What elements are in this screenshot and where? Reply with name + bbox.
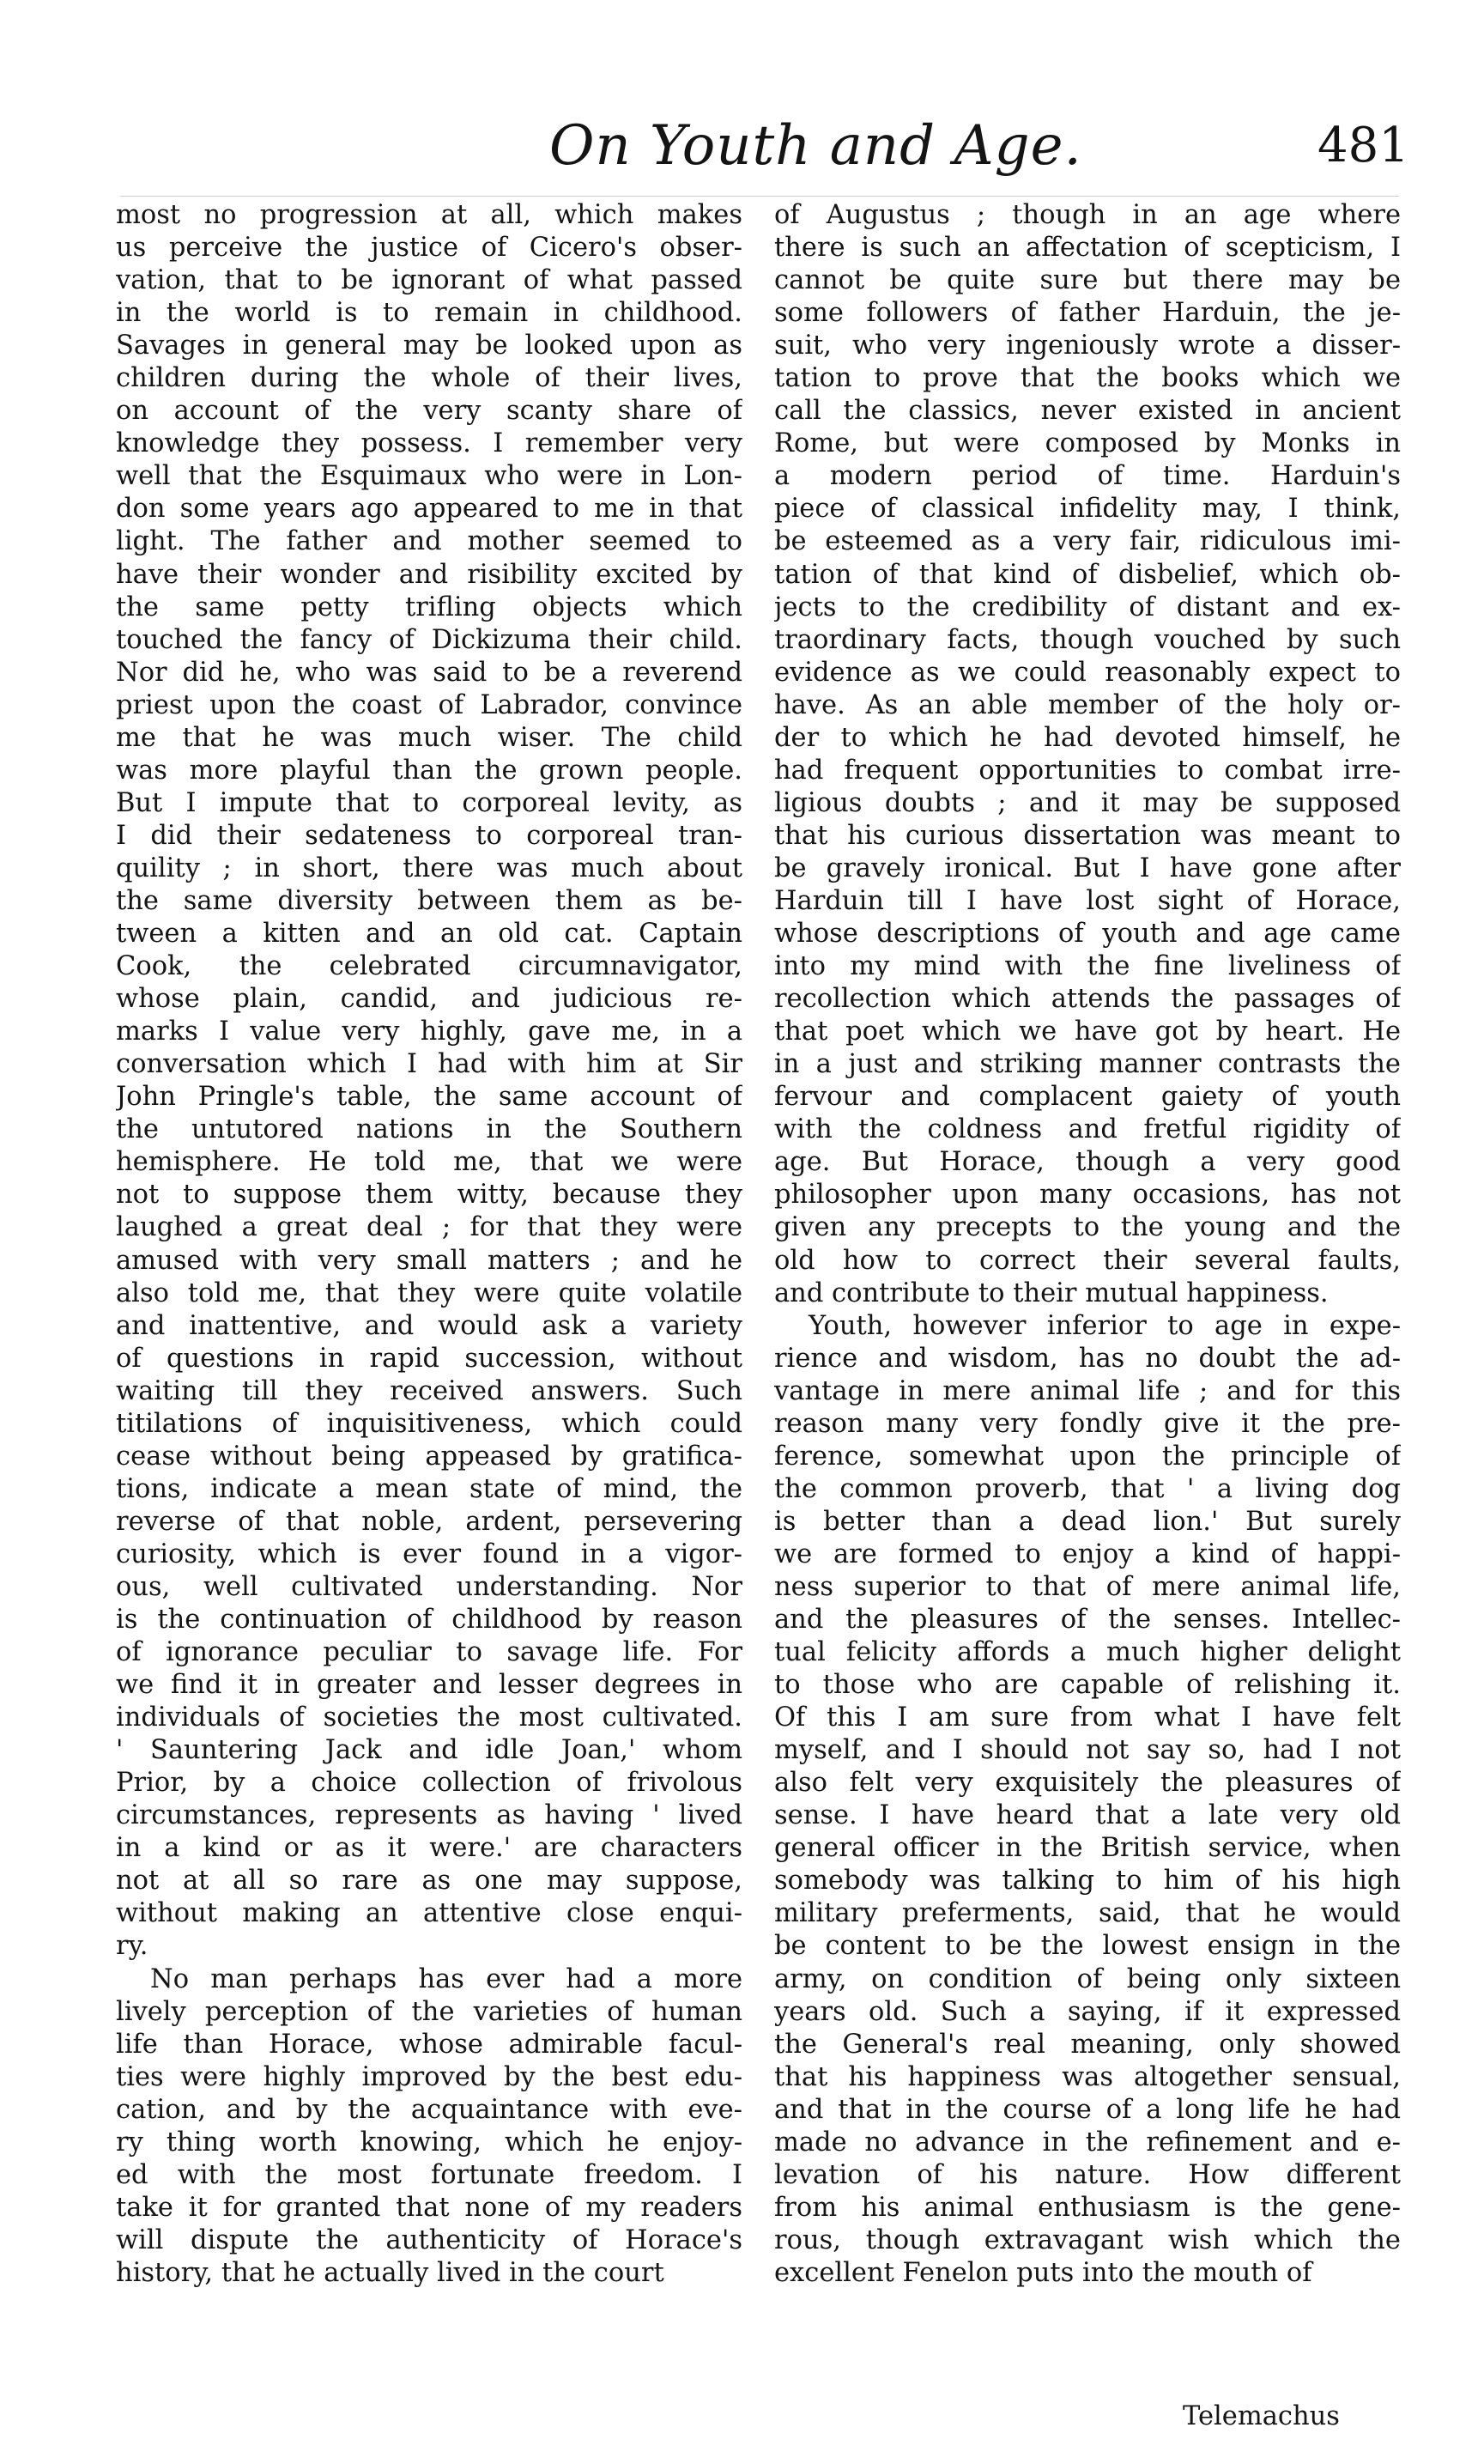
text-line: jects to the credibility of distant and ex- xyxy=(774,592,1401,622)
text-line: Rome, but were composed by Monks in xyxy=(774,428,1401,459)
text-line: light. The father and mother seemed to xyxy=(116,526,742,557)
text-line: the untutored nations in the Southern xyxy=(116,1114,742,1145)
text-line: knowledge they possess. I remember very xyxy=(116,428,742,459)
text-line: was more playful than the grown people. xyxy=(116,755,742,786)
text-line: me that he was much wiser. The child xyxy=(116,722,742,753)
text-line: myself, and I should not say so, had I not xyxy=(774,1735,1401,1766)
text-line: vantage in mere animal life ; and for this xyxy=(774,1375,1401,1406)
text-line: also felt very exquisitely the pleasures of xyxy=(774,1768,1401,1799)
text-line: us perceive the justice of Cicero's obser- xyxy=(116,233,742,264)
text-line: reason many very fondly give it the pre- xyxy=(774,1408,1401,1439)
text-line: that his curious dissertation was meant to xyxy=(774,820,1401,851)
text-line: evidence as we could reasonably expect to xyxy=(774,657,1401,688)
text-line: made no advance in the refinement and e- xyxy=(774,2127,1401,2158)
text-line: sense. I have heard that a late very old xyxy=(774,1800,1401,1831)
text-line: hemisphere. He told me, that we were xyxy=(116,1147,742,1178)
text-line: quility ; in short, there was much about xyxy=(116,853,742,883)
text-line: traordinary facts, though vouched by such xyxy=(774,624,1401,655)
text-line: ry. xyxy=(116,1931,148,1962)
text-line: and contribute to their mutual happiness. xyxy=(774,1278,1329,1308)
text-line: touched the fancy of Dickizuma their child. xyxy=(116,624,742,655)
text-line: der to which he had devoted himself, he xyxy=(774,722,1401,753)
text-line: most no progression at all, which makes xyxy=(116,200,742,230)
text-line: children during the whole of their lives, xyxy=(116,363,742,394)
text-line: the common proverb, that ' a living dog xyxy=(774,1473,1401,1504)
text-line: waiting till they received answers. Such xyxy=(116,1375,742,1406)
text-line: the same petty trifling objects which xyxy=(116,592,742,622)
text-line: don some years ago appeared to me in that xyxy=(116,494,742,525)
text-line: take it for granted that none of my readers xyxy=(116,2192,742,2223)
page-header xyxy=(0,112,1484,189)
text-line: tation of that kind of disbelief, which ob- xyxy=(774,559,1401,590)
text-line: No man perhaps has ever had a more xyxy=(150,1963,742,1994)
text-line: to those who are capable of relishing it. xyxy=(774,1670,1401,1701)
text-line: Nor did he, who was said to be a reverend xyxy=(116,657,742,688)
text-line: priest upon the coast of Labrador, convince xyxy=(116,689,742,720)
text-line: excellent Fenelon puts into the mouth of xyxy=(774,2257,1312,2288)
text-line: reverse of that noble, ardent, persevering xyxy=(116,1506,742,1537)
text-line: suit, who very ingeniously wrote a disser- xyxy=(774,331,1401,361)
text-line: be gravely ironical. But I have gone after xyxy=(774,853,1401,883)
text-line: and the pleasures of the senses. Intellec- xyxy=(774,1605,1401,1636)
text-line: is the continuation of childhood by reason xyxy=(116,1605,742,1636)
text-line: ous, well cultivated understanding. Nor xyxy=(116,1571,742,1602)
text-line: ligious doubts ; and it may be supposed xyxy=(774,787,1401,818)
text-line: of questions in rapid succession, without xyxy=(116,1343,742,1374)
text-line: tions, indicate a mean state of mind, the xyxy=(116,1473,742,1504)
text-line: that poet which we have got by heart. He xyxy=(774,1017,1401,1047)
text-line: will dispute the authenticity of Horace's xyxy=(116,2224,742,2255)
text-line: lively perception of the varieties of human xyxy=(116,1996,742,2027)
text-line: curiosity, which is ever found in a vigor- xyxy=(116,1538,742,1569)
page-number: 481 xyxy=(1317,118,1409,173)
text-line: be esteemed as a very fair, ridiculous imi- xyxy=(774,526,1401,557)
text-line: tual felicity affords a much higher delight xyxy=(774,1637,1401,1668)
text-line: military preferments, said, that he would xyxy=(774,1898,1401,1929)
text-line: in the world is to remain in childhood. xyxy=(116,298,742,329)
text-line: given any precepts to the young and the xyxy=(774,1212,1401,1243)
text-line: years old. Such a saying, if it expressed xyxy=(774,1996,1401,2027)
text-line: in a just and striking manner contrasts the xyxy=(774,1049,1401,1080)
text-line: there is such an affectation of scepticism, I xyxy=(774,233,1401,264)
text-line: also told me, that they were quite volatile xyxy=(116,1278,742,1308)
text-line: cannot be quite sure but there may be xyxy=(774,265,1401,296)
left-column xyxy=(116,199,742,2290)
header-rule xyxy=(120,196,1399,197)
text-line: rience and wisdom, has no doubt the ad- xyxy=(774,1343,1401,1374)
text-line: ness superior to that of mere animal life, xyxy=(774,1571,1401,1602)
running-head: On Youth and Age. xyxy=(549,114,1082,178)
text-line: life than Horace, whose admirable facul- xyxy=(116,2029,742,2060)
text-line: ference, somewhat upon the principle of xyxy=(774,1441,1401,1472)
text-line: some followers of father Harduin, the je- xyxy=(774,298,1401,329)
text-line: fervour and complacent gaiety of youth xyxy=(774,1082,1401,1113)
text-line: that his happiness was altogether sensual, xyxy=(774,2061,1401,2092)
text-line: in a kind or as it were.' are characters xyxy=(116,1833,742,1864)
text-line: philosopher upon many occasions, has not xyxy=(774,1180,1401,1211)
text-line: whose plain, candid, and judicious re- xyxy=(116,984,742,1015)
text-line: had frequent opportunities to combat irre- xyxy=(774,755,1401,786)
text-line: with the coldness and fretful rigidity of xyxy=(774,1114,1401,1145)
text-line: whose descriptions of youth and age came xyxy=(774,919,1401,950)
text-line: from his animal enthusiasm is the gene- xyxy=(774,2192,1401,2223)
text-line: we find it in greater and lesser degrees in xyxy=(116,1670,742,1701)
right-column xyxy=(774,199,1401,2290)
text-line: without making an attentive close enqui- xyxy=(116,1898,742,1929)
text-line: history, that he actually lived in the court xyxy=(116,2257,664,2288)
text-line: rous, though extravagant wish which the xyxy=(774,2224,1401,2255)
text-line: general officer in the British service, when xyxy=(774,1833,1401,1864)
text-line: Cook, the celebrated circumnavigator, xyxy=(116,951,742,982)
text-line: levation of his nature. How different xyxy=(774,2159,1401,2190)
text-line: well that the Esquimaux who were in Lon- xyxy=(116,461,742,492)
text-line: and inattentive, and would ask a variety xyxy=(116,1310,742,1341)
text-line: not to suppose them witty, because they xyxy=(116,1180,742,1211)
text-line: somebody was talking to him of his high xyxy=(774,1866,1401,1897)
text-line: age. But Horace, though a very good xyxy=(774,1147,1401,1178)
text-line: not at all so rare as one may suppose, xyxy=(116,1866,742,1897)
text-line: Savages in general may be looked upon as xyxy=(116,331,742,361)
catchword: Telemachus xyxy=(1183,2401,1340,2431)
text-line: Harduin till I have lost sight of Horace, xyxy=(774,885,1401,916)
text-line: marks I value very highly, gave me, in a xyxy=(116,1017,742,1047)
text-line: a modern period of time. Harduin's xyxy=(774,461,1401,492)
text-line: have their wonder and risibility excited by xyxy=(116,559,742,590)
text-line: ry thing worth knowing, which he enjoy- xyxy=(116,2127,742,2158)
text-line: vation, that to be ignorant of what passed xyxy=(116,265,742,296)
text-line: Of this I am sure from what I have felt xyxy=(774,1702,1401,1733)
text-line: amused with very small matters ; and he xyxy=(116,1245,742,1276)
text-line: conversation which I had with him at Sir xyxy=(116,1049,742,1080)
text-line: tween a kitten and an old cat. Captain xyxy=(116,919,742,950)
text-line: be content to be the lowest ensign in the xyxy=(774,1931,1401,1962)
text-line: into my mind with the fine liveliness of xyxy=(774,951,1401,982)
text-line: piece of classical infidelity may, I think, xyxy=(774,494,1401,525)
text-line: individuals of societies the most cultivated. xyxy=(116,1702,742,1733)
text-line: on account of the very scanty share of xyxy=(116,396,742,427)
text-line: we are formed to enjoy a kind of happi- xyxy=(774,1538,1401,1569)
text-line: laughed a great deal ; for that they were xyxy=(116,1212,742,1243)
text-line: call the classics, never existed in ancient xyxy=(774,396,1401,427)
text-line: cease without being appeased by gratifica- xyxy=(116,1441,742,1472)
text-line: ed with the most fortunate freedom. I xyxy=(116,2159,742,2190)
text-line: Prior, by a choice collection of frivolous xyxy=(116,1768,742,1799)
text-line: recollection which attends the passages of xyxy=(774,984,1401,1015)
text-line: have. As an able member of the holy or- xyxy=(774,689,1401,720)
text-line: But I impute that to corporeal levity, as xyxy=(116,787,742,818)
text-line: the same diversity between them as be- xyxy=(116,885,742,916)
text-line: Youth, however inferior to age in expe- xyxy=(809,1310,1401,1341)
text-line: circumstances, represents as having ' lived xyxy=(116,1800,742,1831)
text-line: cation, and by the acquaintance with eve- xyxy=(116,2094,742,2125)
text-line: ' Sauntering Jack and idle Joan,' whom xyxy=(116,1735,742,1766)
text-line: army, on condition of being only sixteen xyxy=(774,1963,1401,1994)
text-line: titilations of inquisitiveness, which could xyxy=(116,1408,742,1439)
text-line: tation to prove that the books which we xyxy=(774,363,1401,394)
text-line: of Augustus ; though in an age where xyxy=(774,200,1401,230)
text-line: I did their sedateness to corporeal tran- xyxy=(116,820,742,851)
text-line: and that in the course of a long life he had xyxy=(774,2094,1401,2125)
text-line: of ignorance peculiar to savage life. For xyxy=(116,1637,742,1668)
text-line: is better than a dead lion.' But surely xyxy=(774,1506,1401,1537)
text-line: old how to correct their several faults, xyxy=(774,1245,1401,1276)
text-line: John Pringle's table, the same account of xyxy=(116,1082,742,1113)
text-line: the General's real meaning, only showed xyxy=(774,2029,1401,2060)
text-line: ties were highly improved by the best edu- xyxy=(116,2061,742,2092)
